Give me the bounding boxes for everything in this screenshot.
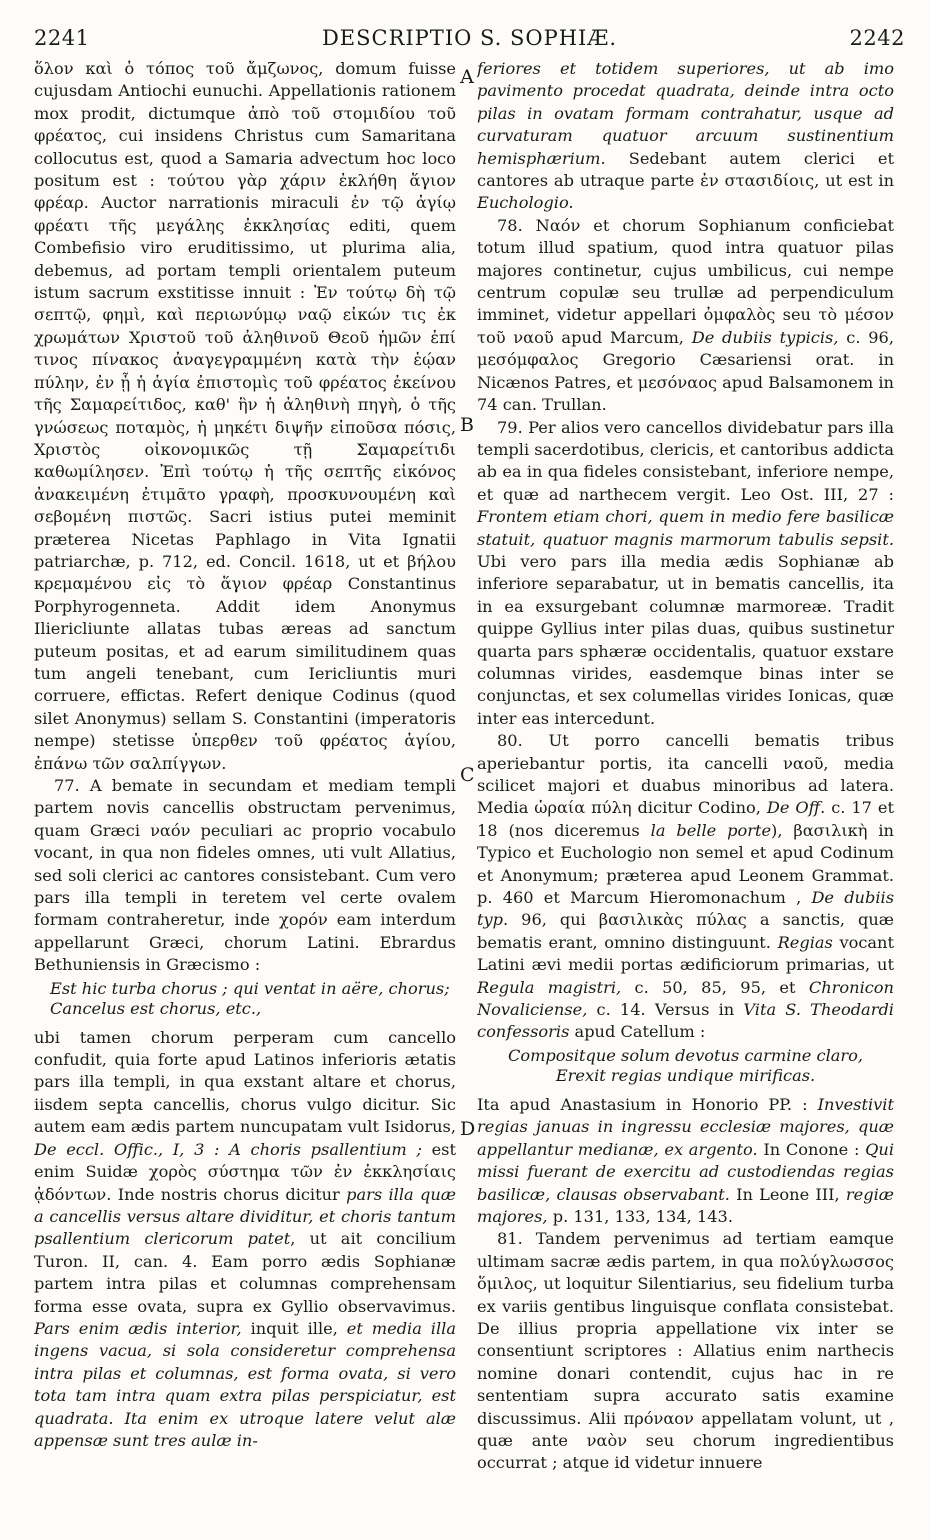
paragraph-80-continued: Ita apud Anastasium in Honorio PP. : Investivit regias januas in ingressu ecclesiæ majores, quæ appellantur medianæ, ex argento. In Conone : Qui missi fuerant de exercitu ad custodiendas regias basilicæ, clausas observabant. In Leone III, regiæ majores, p. 131, 133, 134, 143.	[477, 1094, 894, 1226]
paragraph-77-continued: ubi tamen chorum perperam cum cancello confudit, quia forte apud Latinos inferioris ætatis pars illa templi, in qua exstant altare et chorus, iisdem septa cancellis, chorus vulgo dicitur. Sic autem eam ædis partem nuncupatam vult Isidorus, De eccl. Offic., I, 3 : A choris psallentium ; est enim Suidæ χορὸς σύστημα τῶν ἐν ἐκκλησίαις ᾀδόντων. Inde nostris chorus dicitur pars illa quæ a cancellis versus altare dividitur, et choris tantum psallentium clericorum patet, ut ait concilium Turon. II, can. 4. Eam porro ædis Sophianæ partem intra pilas et columnas comprehensam forma esse ovata, supra ex Gyllio observavimus. Pars enim ædis interior, inquit ille, et media illa ingens vacua, si sola consideretur comprehensa intra pilas et columnas, est forma ovata, si vero tota tam intra quam extra pilas perspiciatur, est quadrata. Ita enim ex utroque latere velut alæ appensæ sunt tres aulæ in-	[34, 1027, 456, 1450]
left-column	[34, 58, 456, 1528]
verse-line: Est hic turba chorus ; qui ventat in aëre, chorus;	[50, 978, 450, 998]
margin-letter-d: D	[460, 1118, 476, 1140]
paragraph-77-end: feriores et totidem superiores, ut ab imo pavimento procedat quadrata, deinde intra octo pilas in ovatam formam contrahatur, usque ad curvaturam quatuor arcuum sustinentium hemisphærium. Sedebant autem clerici et cantores ab utraque parte ἐν στασιδίοις, ut est in Euchologio.	[477, 59, 894, 213]
verse-quote-ebrardus	[34, 979, 456, 1019]
verse-line: Cancelus est chorus, etc.,	[50, 998, 262, 1018]
page-header	[34, 18, 905, 52]
right-column	[477, 58, 894, 1528]
paragraph-80: 80. Ut porro cancelli bematis tribus aperiebantur portis, ita cancelli ναοῦ, media scilicet majori et duabus minoribus ad latera. Media ὡραία πύλη dicitur Codino, De Off. c. 17 et 18 (nos diceremus la belle porte), βασιλικὴ in Typico et Euchologio non semel et apud Codinum et Anonymum; præterea apud Leonem Grammat. p. 460 et Marcum Hieromonachum , De dubiis typ. 96, qui βασιλικὰς πύλας a sanctis, quæ bematis erant, omnino distinguunt. Regias vocant Latini ævi medii portas ædificiorum primarias, ut Regula magistri, c. 50, 85, 95, et Chronicon Novaliciense, c. 14. Versus in Vita S. Theodardi confessoris apud Catellum :	[477, 731, 894, 1042]
page-number-left: 2241	[34, 26, 90, 50]
verse-line: Compositque solum devotus carmine claro,	[507, 1045, 864, 1065]
page-number-right: 2242	[849, 26, 905, 50]
verse-line: Erexit regias undique mirificas.	[555, 1065, 816, 1085]
margin-letter-a: A	[460, 66, 474, 88]
margin-letter-b: B	[460, 414, 474, 436]
paragraph-78: 78. Ναόν et chorum Sophianum conficiebat totum illud spatium, quod intra quatuor pilas majores continetur, cujus umbilicus, cui nempe centrum copulæ seu trullæ ad perpendiculum imminet, videtur appellari ὀμφαλὸς seu τὸ μέσον τοῦ ναοῦ apud Marcum, De dubiis typicis, c. 96, μεσόμφαλος Gregorio Cæsariensi orat. in Nicænos Patres, et μεσόναος apud Balsamonem in 74 can. Trullan.	[477, 215, 894, 415]
paragraph-81: 81. Tandem pervenimus ad tertiam eamque ultimam sacræ ædis partem, in qua πολύγλωσσος ὅμιλος, ut loquitur Silentiarius, seu fidelium turba ex variis gentibus linguisque conflata consistebat. De illius propria appellatione vix inter se consentiunt scriptores : Allatius enim narthecis nomine donari contendit, cujus hac in re sententiam supra accurato satis examine discussimus. Alii πρόναον appellatam volunt, ut , quæ ante ναὸν seu chorum ingredientibus occurrat ; atque id videtur innuere	[477, 1229, 894, 1473]
paragraph-79: 79. Per alios vero cancellos dividebatur pars illa templi sacerdotibus, clericis, et cantoribus addicta ab ea in qua fideles consistebant, inferiore nempe, et quæ ad narthecem vergit. Leo Ost. III, 27 : Frontem etiam chori, quem in medio fere basilicæ statuit, quatuor magnis marmorum tabulis sepsit. Ubi vero pars illa media ædis Sophianæ ab inferiore separabatur, ut in bematis cancellis, ita in ea exsurgebant columnæ marmoreæ. Tradit quippe Gyllius inter pilas duas, quibus sustinetur quarta pars sphæræ occidentalis, quatuor exstare columnas virides, easdemque binas inter se conjunctas, et sex columellas virides Ionicas, quæ inter eas intercedunt.	[477, 417, 894, 728]
margin-letter-c: C	[460, 764, 475, 786]
paragraph-77: 77. A bemate in secundam et mediam templi partem novis cancellis obstructam pervenimus, quam Græci ναόν peculiari ac proprio vocabulo vocant, in qua non fideles omnes, uti vult Allatius, sed soli clerici ac cantores consistebant. Cum vero pars illa templi in teretem vel certe ovalem formam contraheretur, inde χορόν eam interdum appellarunt Græci, chorum Latini. Ebrardus Bethuniensis in Græcismo :	[34, 776, 456, 975]
running-title: DESCRIPTIO S. SOPHIÆ.	[321, 26, 618, 50]
paragraph-76-continued: ὅλον καὶ ὁ τόπος τοῦ ἄμζωνος, domum fuisse cujusdam Antiochi eunuchi. Appellationis rationem mox prodit, dictumque ἀπὸ τοῦ στομιδίου τοῦ φρέατος, cui insidens Christus cum Samaritana collocutus est, quod a Samaria advectum hoc loco positum est : τούτου γὰρ χάριν ἐκλήθη ἅγιον φρέαρ. Auctor narrationis miraculi ἐν τῷ ἁγίῳ φρέατι τῆς μεγάλης ἐκκλησίας editi, quem Combefisio viro eruditissimo, ut plurima alia, debemus, ad portam templi orientalem puteum istum sacrum exstitisse innuit : Ἐν τούτῳ δὴ τῷ σεπτῷ, φημὶ, καὶ περιωνύμῳ ναῷ εἰκών τις ἐκ χρωμάτων Χριστοῦ τοῦ ἀληθινοῦ Θεοῦ ἡμῶν ἐπί τινος πίνακος ἀναγεγραμμένη κατὰ τὴν ἑῴαν πύλην, ἐν ᾗ ἡ ἁγία ἐπιστομὶς τοῦ φρέατος ἐκείνου τῆς Σαμαρείτιδος, καθ' ἣν ἡ ἀληθινὴ πηγὴ, ὁ τῆς γνώσεως ποταμὸς, ἡ μηκέτι διψῆν εἰποῦσα πόσις, Χριστὸς οἰκονομικῶς τῇ Σαμαρείτιδι καθωμίλησεν. Ἐπὶ τούτῳ ἡ τῆς σεπτῆς εἰκόνος ἀνακειμένη ἐτιμᾶτο γραφὴ, προσκυνουμένη καὶ σεβομένη πιστῶς. Sacri istius putei meminit præterea Nicetas Paphlago in Vita Ignatii patriarchæ, p. 712, ed. Concil. 1618, ut et βήλου κρεμαμένου εἰς τὸ ἅγιον φρέαρ Constantinus Porphyrogenneta. Addit idem Anonymus Iliericliunte allatas tubas æreas ad sanctum puteum positas, et ad earum similitudinem quas tum angeli tenebant, cum Iericliuntis muri corruere, effictas. Refert denique Codinus (quod silet Anonymus) sellam S. Constantini (imperatoris nempe) stetisse ὑπερθεν τοῦ φρέατος ἁγίου, ἐπάνω τῶν σαλπίγγων.	[34, 59, 456, 773]
verse-quote-theodardus	[477, 1046, 894, 1086]
